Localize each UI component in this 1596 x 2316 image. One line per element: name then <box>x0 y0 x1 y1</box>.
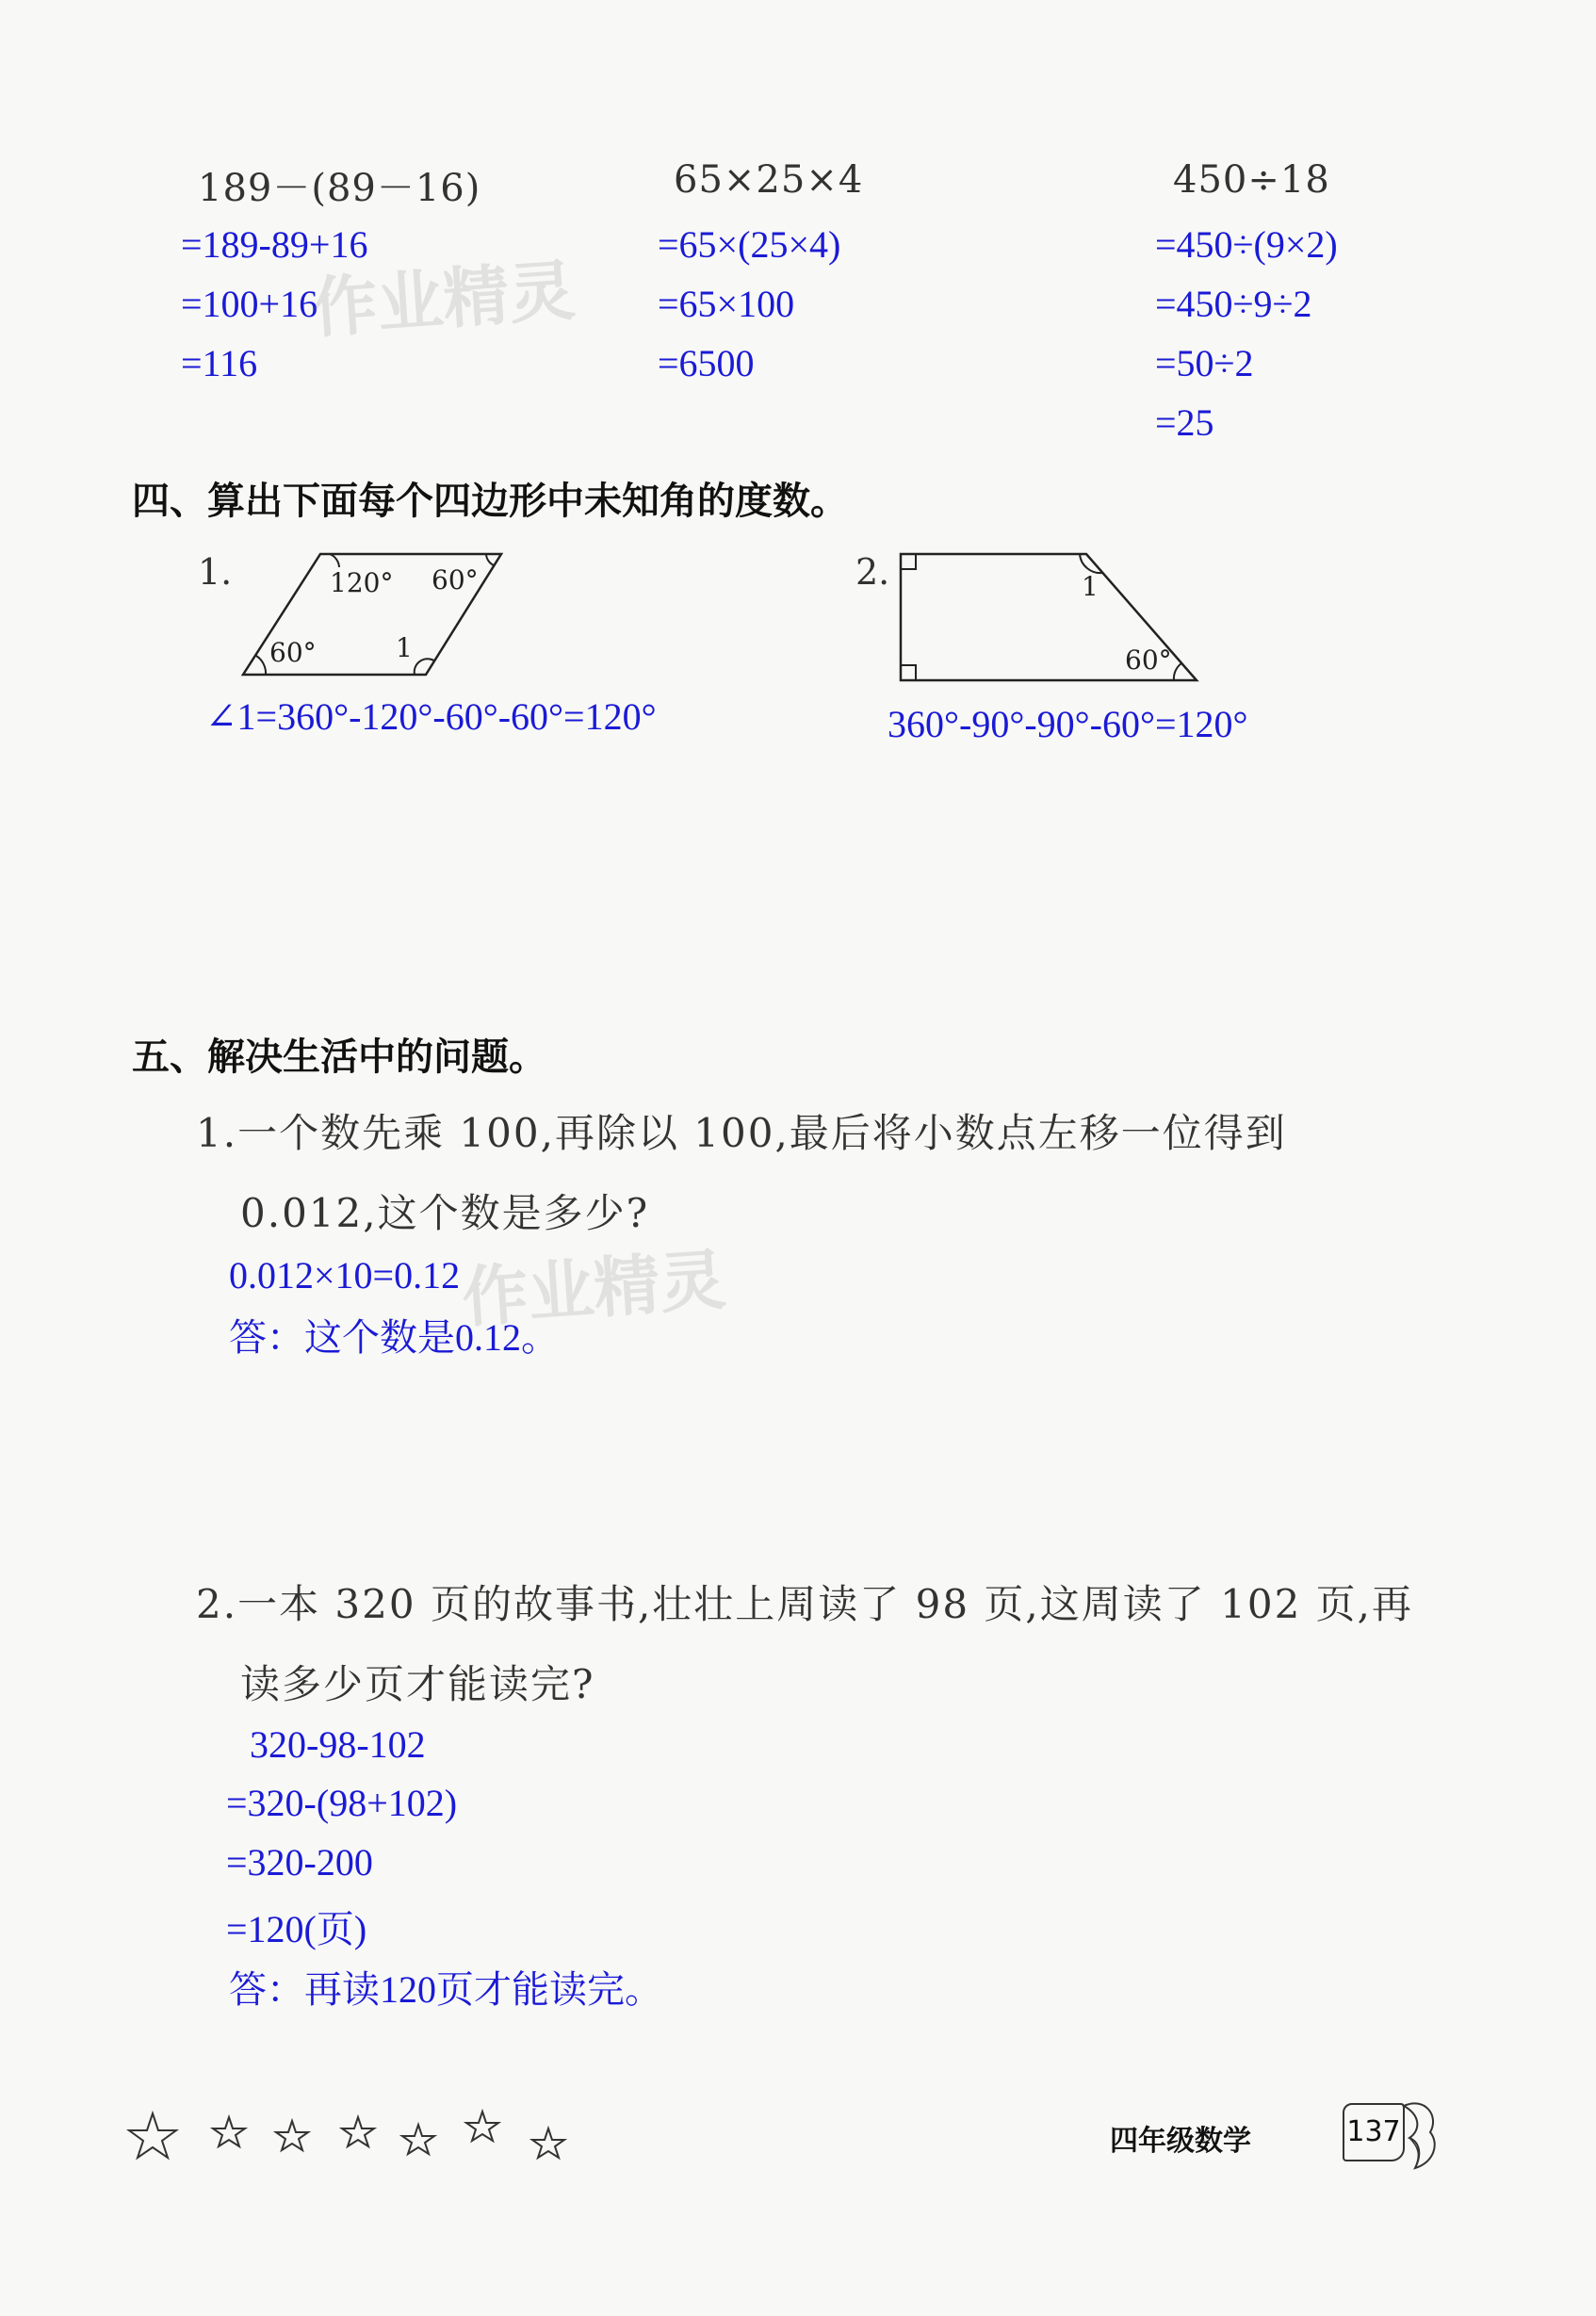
question-2-step-4: =120(页) <box>226 1908 367 1950</box>
page-number: 137 <box>1346 2115 1401 2148</box>
problem-1-step-2: =100+16 <box>181 283 318 325</box>
problem-3-step-3: =50÷2 <box>1155 342 1254 384</box>
angle-120-label: 120° <box>330 567 394 598</box>
star-icon <box>342 2117 374 2146</box>
angle-60-top-label: 60° <box>432 564 479 595</box>
star-icon <box>276 2121 308 2150</box>
unknown-angle-1-label-fig2: 1 <box>1082 571 1099 602</box>
problem-2-step-2: =65×100 <box>658 283 795 325</box>
question-2-step-1: 320-98-102 <box>250 1723 426 1766</box>
unknown-angle-1-label: 1 <box>396 632 413 663</box>
watermark-middle: 作业精灵 <box>459 1241 728 1337</box>
question-1-answer: 答：这个数是0.12。 <box>229 1316 559 1359</box>
problem-3-step-1: =450÷(9×2) <box>1155 223 1338 266</box>
problem-3-step-4: =25 <box>1155 401 1214 444</box>
decorative-stars <box>122 2106 584 2172</box>
problem-2-expression: 65×25×4 <box>674 158 864 202</box>
problem-1-expression: 189－(89－16) <box>198 167 481 210</box>
problem-1-step-1: =189-89+16 <box>181 223 368 266</box>
star-icon <box>213 2117 245 2146</box>
figure-1-number: 1. <box>198 551 233 593</box>
question-2-answer: 答：再读120页才能读完。 <box>229 1968 662 2011</box>
angle-60-label-fig2: 60° <box>1125 644 1172 676</box>
footer-grade-label: 四年级数学 <box>1110 2125 1251 2158</box>
question-2-line-2: 读多少页才能读完? <box>240 1661 595 1707</box>
problem-2-step-3: =6500 <box>658 342 755 384</box>
figure-1-answer: ∠1=360°-120°-60°-60°=120° <box>205 695 657 738</box>
question-2-step-2: =320-(98+102) <box>226 1782 458 1824</box>
star-icon <box>129 2113 176 2158</box>
question-1-line-2: 0.012,这个数是多少? <box>240 1190 650 1236</box>
problem-1-step-3: =116 <box>181 342 258 384</box>
question-2-step-3: =320-200 <box>226 1841 373 1884</box>
question-1-line-1: 1.一个数先乘 100,再除以 100,最后将小数点左移一位得到 <box>196 1110 1287 1156</box>
trapezoid-figure <box>893 546 1204 688</box>
star-icon <box>466 2112 498 2141</box>
figure-2-answer: 360°-90°-90°-60°=120° <box>888 703 1248 745</box>
star-icon <box>532 2128 564 2158</box>
star-icon <box>402 2125 434 2154</box>
watermark-top: 作业精灵 <box>308 252 578 348</box>
question-2-line-1: 2.一本 320 页的故事书,壮壮上周读了 98 页,这周读了 102 页,再 <box>196 1581 1414 1627</box>
problem-3-expression: 450÷18 <box>1173 158 1330 202</box>
angle-60-bottom-label: 60° <box>269 637 317 668</box>
problem-3-step-2: =450÷9÷2 <box>1155 283 1312 325</box>
leaf-icon <box>1396 2096 1443 2172</box>
problem-2-step-1: =65×(25×4) <box>658 223 841 266</box>
question-1-work: 0.012×10=0.12 <box>229 1254 461 1297</box>
figure-2-number: 2. <box>855 551 890 593</box>
parallelogram-figure <box>236 546 509 688</box>
section-5-heading: 五、解决生活中的问题。 <box>132 1036 546 1079</box>
section-4-heading: 四、算出下面每个四边形中未知角的度数。 <box>132 480 848 523</box>
